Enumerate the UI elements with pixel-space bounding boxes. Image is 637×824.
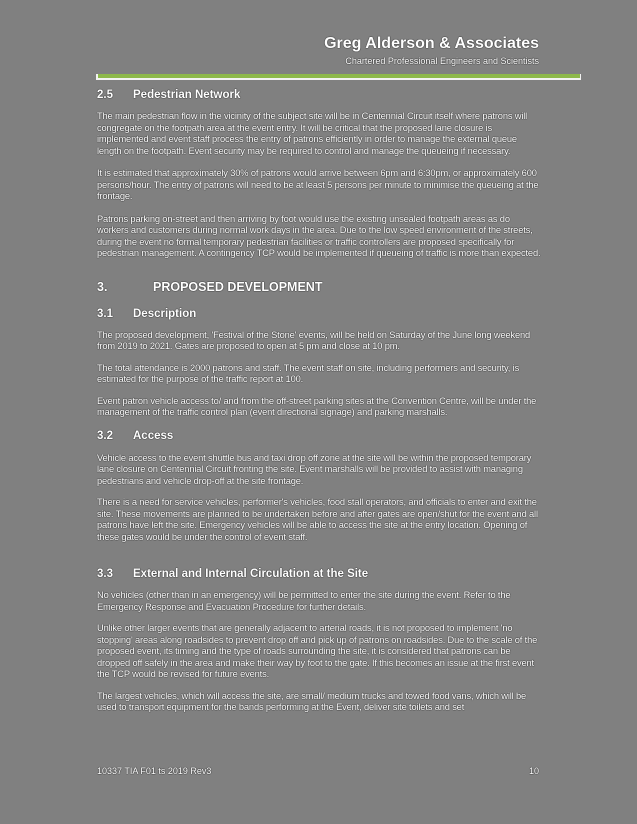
- page-footer: [97, 765, 539, 777]
- paragraph: The largest vehicles, which will access the site, are small/ medium trucks and towed food vans, which will be used to transport equipment for the bands performing at the Event, deliver site toilets and set: [97, 690, 527, 712]
- page-header: [324, 34, 539, 67]
- paragraph: The proposed development, 'Festival of the Stone' events, will be held on Saturday of the June long weekend from 2019 to 2021. Gates are proposed to open at 5 pm and close at 10 pm.: [97, 329, 531, 351]
- document-reference: 10337 TIA F01 ts 2019 Rev3: [97, 766, 212, 776]
- paragraph: Vehicle access to the event shuttle bus and taxi drop off zone at the site will be within the proposed temporary lane closure on Centennial Circuit fronting the site. Event marshalls will be provided to assist with managing pedestrians and vehicle drop-off at the site frontage.: [97, 452, 532, 486]
- section-title: Pedestrian Network: [133, 89, 241, 101]
- section-title: Description: [133, 307, 197, 320]
- section-title: Access: [133, 429, 174, 442]
- document-body: [97, 87, 542, 714]
- chapter-title: PROPOSED DEVELOPMENT: [153, 279, 323, 294]
- section-heading-3-2: [97, 428, 542, 444]
- paragraph: The main pedestrian flow in the vicinity of the subject site will be in Centennial Circuit itself where patrons will congregate on the footpath area at the event entry. It will be critical that the proposed lane closure is implemented and event staff process the entry of patrons efficiently in order to manage the external queue length on the footpath. Event security may be required to control and manage the queueing if necessary.: [97, 111, 528, 156]
- paragraph: Patrons parking on-street and then arriving by foot would use the existing unsealed footpath areas as do workers and customers during normal work days in the area. Due to the low speed environment of the streets, during the event no formal temporary pedestrian facilities or traffic controllers are proposed specifically for pedestrian management. A contingency TCP would be implemented if queueing of traffic is more than expected.: [97, 213, 541, 258]
- paragraph: It is estimated that approximately 30% of patrons would arrive between 6pm and 6:30pm, or approximately 600 persons/hour. The entry of patrons will need to be at least 5 persons per minute to minimise the queueing at the frontage.: [97, 168, 539, 201]
- chapter-heading-3: [97, 278, 542, 296]
- paragraph: There is a need for service vehicles, performer's vehicles, food stall operators, and officials to enter and exit the site. These movements are planned to be undertaken before and after gates are open/shut for the event and all patrons have left the site. Emergency vehicles will be able to access the site at the entry location. Opening of these gates would be under the control of event staff.: [97, 497, 538, 542]
- section-heading-3-1: [97, 306, 542, 322]
- chapter-number: 3.: [97, 279, 108, 294]
- company-name: Greg Alderson & Associates: [324, 35, 539, 52]
- section-title: External and Internal Circulation at the Site: [133, 568, 369, 580]
- section-number: 3.2: [97, 429, 113, 442]
- section-number: 3.3: [97, 568, 113, 580]
- page-number: 10: [528, 766, 539, 776]
- section-number: 3.1: [97, 307, 113, 320]
- paragraph: Unlike other larger events that are generally adjacent to arterial roads, it is not proposed to implement 'no stopping' areas along roadsides to prevent drop off and pick up of patrons on roadsides. Due to the scale of the proposed event, its timing and the type of roads surrounding the site, it is considered that patrons can be dropped off safely in the area and make their way by foot to the gate. If this becomes an issue at the first event the TCP would be revised for future events.: [97, 623, 538, 679]
- section-heading-3-3: [97, 566, 542, 582]
- paragraph: The total attendance is 2000 patrons and staff. The event staff on site, including performers and security, is estimated for the purpose of the traffic report at 100.: [97, 362, 520, 384]
- section-heading-2-5: [97, 87, 542, 103]
- company-tagline: Chartered Professional Engineers and Scientists: [345, 56, 539, 66]
- section-number: 2.5: [97, 89, 113, 101]
- paragraph: No vehicles (other than in an emergency) will be permitted to enter the site during the event. Refer to the Emergency Response and Evacuation Procedure for further details.: [97, 590, 511, 612]
- paragraph: Event patron vehicle access to/ and from the off-street parking sites at the Convention Centre, will be under the management of the traffic control plan (event directional signage) and parking marshalls.: [97, 395, 537, 417]
- header-rule: [96, 74, 581, 80]
